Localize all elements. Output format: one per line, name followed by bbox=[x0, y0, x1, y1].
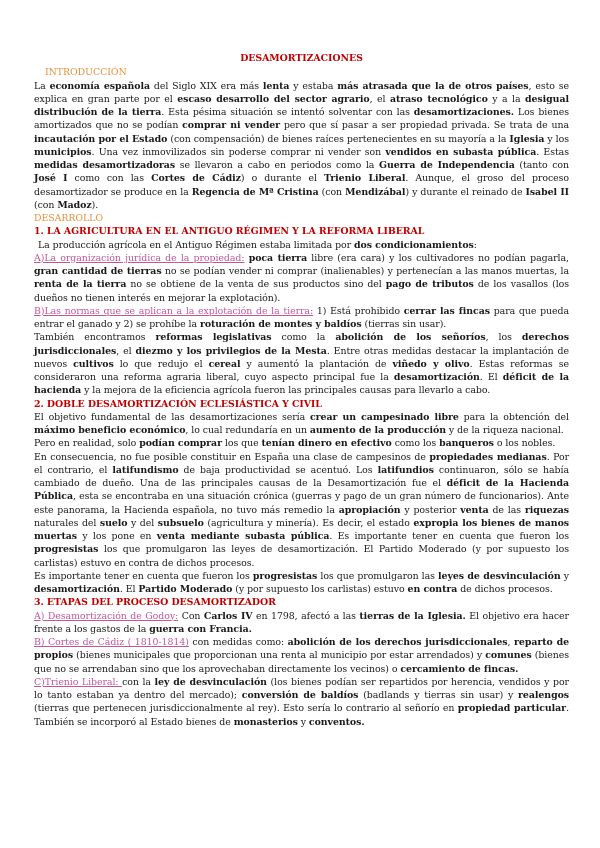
paragraph-s2-objetivo: El objetivo fundamental de las desamortizaciones sería crear un campesinado libre para la obtención del máximo beneficio económico, lo cual redundaría en un aumento de la producción y de la riqueza nacional. bbox=[34, 411, 569, 436]
paragraph-s1-reformas: También encontramos reformas legislativas como la abolición de los señoríos, los derechos jurisdiccionales, el diezmo y los privilegios de la Mesta. Entre otras medidas destacar la implantación de nuevos cultivos lo que redujo el cereal y aumentó la plantación de viñedo y olivo. Estas reformas se consideraron una reforma agraria liberal, cuyo aspecto principal fue la desamortización. El déficit de la hacienda y la mejora de la eficiencia agrícola fueron las principales causas para llevarlo a cabo. bbox=[34, 332, 569, 397]
paragraph-s2-realidad: Pero en realidad, solo podían comprar los que tenían dinero en efectivo como los banqueros o los nobles. bbox=[34, 438, 556, 450]
heading-desarrollo: DESARROLLO bbox=[34, 213, 103, 224]
paragraph-intro: La economía española del Siglo XIX era más lenta y estaba más atrasada que la de otros países, esto se explica en gran parte por el escaso desarrollo del sector agrario, el atraso tecnológico y a la desigual distribución de la tierra. Esta pésima situación se intentó solventar con las desamortizaciones. Los bienes amortizados que no se podían comprar ni vender pero que sí pasar a ser propiedad privada. Se trata de una incautación por el Estado (con compensación) de bienes raíces pertenecientes en su mayoría a la Iglesia y los municipios. Una vez inmovilizados sin poderse comprar ni vender son vendidos en subasta pública. Estas medidas desamortizadoras se llevaron a cabo en periodos como la Guerra de Independencia (tanto con José I como con las Cortes de Cádiz) o durante el Trienio Liberal. Aunque, el groso del proceso desamortizador se produce en la Regencia de Mª Cristina (con Mendizábal) y durante el reinado de Isabel II (con Madoz). bbox=[34, 80, 570, 211]
paragraph-s2-importante: Es importante tener en cuenta que fueron los progresistas los que promulgaron las leyes de desvinculación y desamortización. El Partido Moderado (y por supuesto los carlistas) estuvo en contra de dichos procesos. bbox=[34, 570, 569, 595]
paragraph-s3-cadiz: B) Cortes de Cádiz ( 1810-1814) con medidas como: abolición de los derechos jurisdiccionales, reparto de propios (bienes municipales que proporcionan una renta al municipio por estar arrendados) y comunes (bienes que no se arrendaban sino que los aprovechaban directamente los vecinos) o cercamiento de fincas. bbox=[34, 637, 570, 675]
link-cortes-cadiz[interactable]: B) Cortes de Cádiz ( 1810-1814) bbox=[34, 637, 189, 648]
paragraph-s3-godoy: A) Desamortización de Godoy: Con Carlos IV en 1798, afectó a las tierras de la Iglesia. El objetivo era hacer frente a los gastos de la guerra con Francia. bbox=[34, 610, 569, 635]
link-organizacion-juridica[interactable]: A)La organización jurídica de la propiedad: bbox=[34, 252, 245, 264]
paragraph-s1-intro: La producción agrícola en el Antiguo Régimen estaba limitada por dos condicionamientos: bbox=[38, 239, 477, 251]
heading-section-3: 3. ETAPAS DEL PROCESO DESAMORTIZADOR bbox=[34, 597, 276, 609]
heading-section-1: 1. LA AGRICULTURA EN EL ANTIGUO RÉGIMEN Y LA REFORMA LIBERAL bbox=[34, 226, 425, 238]
paragraph-s1-a: A)La organización jurídica de la propiedad: poca tierra libre (era cara) y los cultivadores no podían pagarla, gran cantidad de tierras no se podían vender ni comprar (inalienables) y pertenecían a las manos muertas, la renta de la tierra no se obtiene de la venta de sus productos sino del pago de tributos de los vasallos (los dueños no tienen interés en mejorar la explotación). bbox=[34, 252, 570, 304]
paragraph-s3-trienio: C)Trienio Liberal: con la ley de desvinculación (los bienes podían ser repartidos por herencia, vendidos y por lo tanto estaban ya dentro del mercado); conversión de baldíos (badlands y tierras sin usar) y realengos (tierras que pertenecen jurisdiccionalmente al rey). Esto sería lo contrario al señorío en propiedad particular. También se incorporó al Estado bienes de monasterios y conventos. bbox=[34, 676, 570, 728]
link-normas-explotacion[interactable]: B)Las normas que se aplican a la explotación de la tierra: bbox=[34, 305, 314, 317]
heading-section-2: 2. DOBLE DESAMORTIZACIÓN ECLESIÁSTICA Y CIVIL bbox=[34, 398, 322, 410]
document-title: DESAMORTIZACIONES bbox=[240, 53, 363, 64]
document-page bbox=[34, 52, 569, 729]
paragraph-s2-consecuencia: En consecuencia, no fue posible constituir en España una clase de campesinos de propiedades medianas. Por el contrario, el latifundismo de baja productividad se acentuó. Los latifundios continuaron, sólo se había cambiado de dueño. Una de las principales causas de la Desamortización fue el déficit de la Hacienda Pública, esta se encontraba en una situación crónica (guerras y pago de un gran número de funcionarios). Ante este panorama, la Hacienda española, no tuvo más remedio la apropiación y posterior venta de las riquezas naturales del suelo y del subsuelo (agricultura y minería). Es decir, el estado expropia los bienes de manos muertas y los pone en venta mediante subasta pública. Es importante tener en cuenta que fueron los progresistas los que promulgaron las leyes de desamortización. El Partido Moderado (y por supuesto los carlistas) estuvo en contra de dichos procesos. bbox=[34, 451, 570, 569]
link-godoy[interactable]: A) Desamortización de Godoy: bbox=[34, 610, 179, 622]
link-trienio-liberal[interactable]: C)Trienio Liberal: bbox=[34, 676, 123, 688]
paragraph-s1-b: B)Las normas que se aplican a la explotación de la tierra: 1) Está prohibido cerrar las fincas para que pueda entrar el ganado y 2) se prohíbe la roturación de montes y baldíos (tierras sin usar). bbox=[34, 305, 570, 330]
heading-introduccion: INTRODUCCIÓN bbox=[45, 67, 127, 79]
